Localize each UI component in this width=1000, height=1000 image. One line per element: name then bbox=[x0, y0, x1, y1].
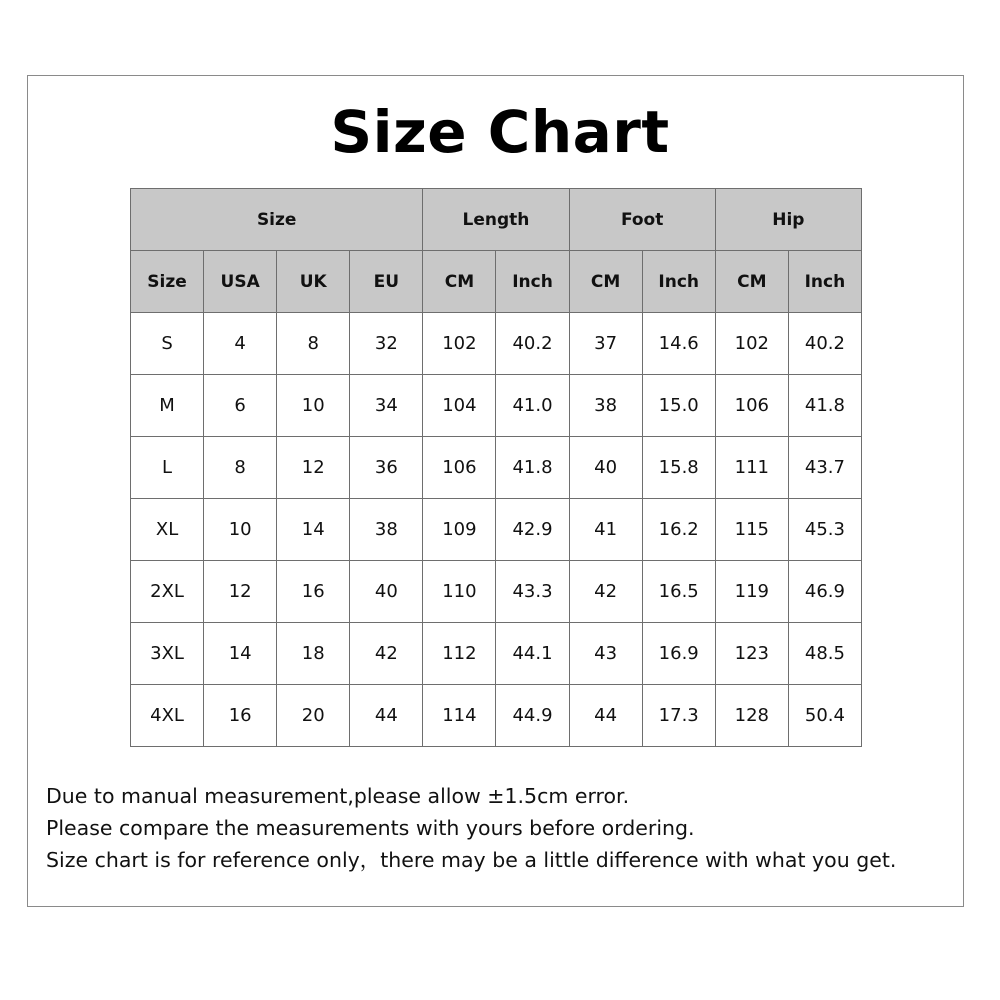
table-cell: 4 bbox=[204, 313, 277, 375]
table-cell: 8 bbox=[277, 313, 350, 375]
table-cell: 2XL bbox=[131, 561, 204, 623]
table-cell: 40.2 bbox=[496, 313, 569, 375]
table-cell: 20 bbox=[277, 685, 350, 747]
group-header-hip: Hip bbox=[715, 189, 861, 251]
table-cell: 114 bbox=[423, 685, 496, 747]
table-cell: 14.6 bbox=[642, 313, 715, 375]
table-cell: 16.2 bbox=[642, 499, 715, 561]
table-cell: 8 bbox=[204, 437, 277, 499]
table-cell: 106 bbox=[423, 437, 496, 499]
table-cell: 41.8 bbox=[496, 437, 569, 499]
table-cell: 109 bbox=[423, 499, 496, 561]
group-header-foot: Foot bbox=[569, 189, 715, 251]
table-cell: 42.9 bbox=[496, 499, 569, 561]
table-cell: 16 bbox=[204, 685, 277, 747]
table-cell: 41.8 bbox=[788, 375, 861, 437]
table-cell: 119 bbox=[715, 561, 788, 623]
table-cell: 44.1 bbox=[496, 623, 569, 685]
table-cell: 15.8 bbox=[642, 437, 715, 499]
page-title: Size Chart bbox=[330, 98, 670, 166]
group-header-size: Size bbox=[131, 189, 423, 251]
table-cell: 12 bbox=[204, 561, 277, 623]
table-cell: 44 bbox=[569, 685, 642, 747]
table-cell: 32 bbox=[350, 313, 423, 375]
group-header-row bbox=[131, 189, 862, 251]
table-cell: 102 bbox=[423, 313, 496, 375]
note-line: Due to manual measurement,please allow ±1.5cm error. bbox=[46, 784, 630, 808]
table-cell: 43 bbox=[569, 623, 642, 685]
column-header: USA bbox=[204, 251, 277, 313]
table-cell: 48.5 bbox=[788, 623, 861, 685]
size-table bbox=[130, 188, 862, 747]
table-row bbox=[131, 623, 862, 685]
table-cell: 41.0 bbox=[496, 375, 569, 437]
table-cell: 16.9 bbox=[642, 623, 715, 685]
table-row bbox=[131, 313, 862, 375]
column-header: UK bbox=[277, 251, 350, 313]
table-cell: 38 bbox=[350, 499, 423, 561]
table-cell: 10 bbox=[204, 499, 277, 561]
table-cell: S bbox=[131, 313, 204, 375]
table-cell: 10 bbox=[277, 375, 350, 437]
column-header: CM bbox=[423, 251, 496, 313]
table-cell: 42 bbox=[350, 623, 423, 685]
table-cell: 16 bbox=[277, 561, 350, 623]
table-cell: 44.9 bbox=[496, 685, 569, 747]
table-cell: 40.2 bbox=[788, 313, 861, 375]
table-cell: 3XL bbox=[131, 623, 204, 685]
table-row bbox=[131, 685, 862, 747]
table-cell: 4XL bbox=[131, 685, 204, 747]
table-cell: 102 bbox=[715, 313, 788, 375]
column-header: EU bbox=[350, 251, 423, 313]
table-cell: 128 bbox=[715, 685, 788, 747]
table-cell: 14 bbox=[277, 499, 350, 561]
table-cell: 44 bbox=[350, 685, 423, 747]
table-cell: L bbox=[131, 437, 204, 499]
table-cell: 34 bbox=[350, 375, 423, 437]
table-cell: 40 bbox=[569, 437, 642, 499]
sub-header-row bbox=[131, 251, 862, 313]
table-cell: 12 bbox=[277, 437, 350, 499]
table-cell: 112 bbox=[423, 623, 496, 685]
table-cell: 38 bbox=[569, 375, 642, 437]
table-cell: 15.0 bbox=[642, 375, 715, 437]
table-cell: 46.9 bbox=[788, 561, 861, 623]
table-row bbox=[131, 375, 862, 437]
table-cell: 14 bbox=[204, 623, 277, 685]
table-cell: 16.5 bbox=[642, 561, 715, 623]
table-cell: 45.3 bbox=[788, 499, 861, 561]
table-cell: 43.7 bbox=[788, 437, 861, 499]
table-cell: 6 bbox=[204, 375, 277, 437]
table-row bbox=[131, 437, 862, 499]
table-row bbox=[131, 561, 862, 623]
column-header: Inch bbox=[642, 251, 715, 313]
group-header-length: Length bbox=[423, 189, 569, 251]
table-row bbox=[131, 499, 862, 561]
table-cell: 104 bbox=[423, 375, 496, 437]
table-cell: 40 bbox=[350, 561, 423, 623]
table-cell: 18 bbox=[277, 623, 350, 685]
column-header: Size bbox=[131, 251, 204, 313]
table-cell: 36 bbox=[350, 437, 423, 499]
table-cell: 115 bbox=[715, 499, 788, 561]
table-cell: 41 bbox=[569, 499, 642, 561]
table-cell: 106 bbox=[715, 375, 788, 437]
note-line: Please compare the measurements with yours before ordering. bbox=[46, 816, 695, 840]
column-header: Inch bbox=[496, 251, 569, 313]
notes-block bbox=[46, 780, 956, 876]
table-cell: 43.3 bbox=[496, 561, 569, 623]
table-cell: 110 bbox=[423, 561, 496, 623]
table-cell: 37 bbox=[569, 313, 642, 375]
table-cell: XL bbox=[131, 499, 204, 561]
table-cell: 123 bbox=[715, 623, 788, 685]
table-cell: M bbox=[131, 375, 204, 437]
table-cell: 42 bbox=[569, 561, 642, 623]
table-cell: 50.4 bbox=[788, 685, 861, 747]
column-header: Inch bbox=[788, 251, 861, 313]
table-cell: 17.3 bbox=[642, 685, 715, 747]
note-line: Size chart is for reference only，there may be a little difference with what you get. bbox=[46, 848, 897, 872]
column-header: CM bbox=[569, 251, 642, 313]
table-cell: 111 bbox=[715, 437, 788, 499]
column-header: CM bbox=[715, 251, 788, 313]
